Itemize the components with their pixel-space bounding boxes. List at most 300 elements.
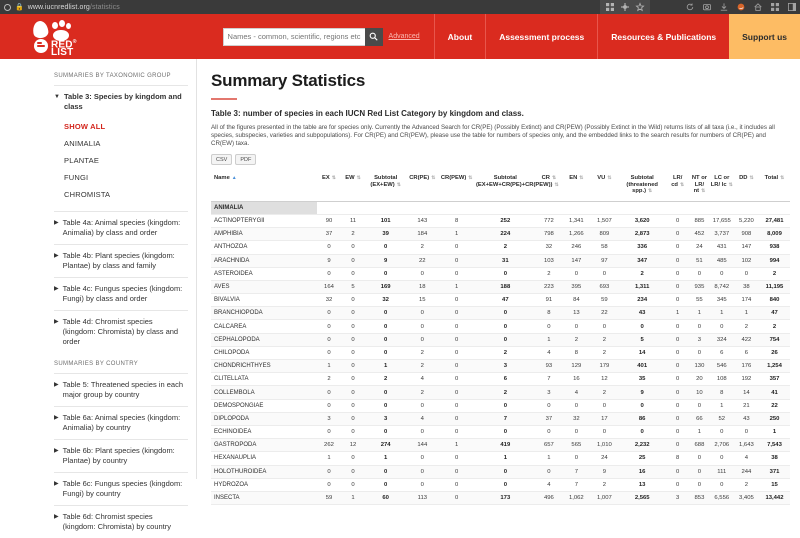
table-cell-value: 84 — [562, 294, 591, 307]
table-cell-value: 224 — [475, 228, 536, 241]
table-cell-value: 0 — [710, 425, 734, 438]
summary-statistics-table — [211, 172, 790, 505]
table-cell-value: 345 — [710, 294, 734, 307]
table-cell-value: 0 — [365, 241, 406, 254]
table-cell-value: 35 — [618, 373, 666, 386]
table-cell-value: 0 — [666, 214, 689, 227]
table-cell-value: 1 — [341, 491, 365, 504]
column-header-subtotal-threatened[interactable] — [618, 172, 666, 201]
column-header-cr-pew[interactable] — [438, 172, 475, 201]
table-row[interactable] — [211, 478, 790, 491]
column-header-nt-lr-nt[interactable] — [689, 172, 710, 201]
table-cell-value: 6,556 — [710, 491, 734, 504]
table-cell-value: 0 — [689, 320, 710, 333]
table-cell-value: 0 — [317, 333, 341, 346]
table-cell-value: 994 — [759, 254, 790, 267]
search-button[interactable] — [365, 28, 383, 46]
sort-icon: ⇅ — [648, 188, 653, 195]
table-cell-value: 27,481 — [759, 214, 790, 227]
sidebar-group-table6c[interactable] — [0, 473, 196, 505]
page-info-circle-icon — [4, 4, 11, 11]
table-cell-value: 0 — [438, 320, 475, 333]
table-row[interactable] — [211, 214, 790, 227]
table-cell-value: 6 — [734, 346, 759, 359]
table-cell-name[interactable]: HYDROZOA — [211, 478, 317, 491]
table-cell-value: 4 — [406, 373, 438, 386]
sidebar-group-table4d-label: Table 4d: Chromist species (kingdom: Chromista) by class and order — [62, 317, 179, 346]
table-row[interactable] — [211, 294, 790, 307]
table-cell-value: 0 — [591, 320, 618, 333]
table-cell-value: 173 — [475, 491, 536, 504]
table-row[interactable] — [211, 386, 790, 399]
table-cell-value: 3 — [365, 412, 406, 425]
grid-icon[interactable] — [771, 3, 779, 11]
table-cell-value: 1 — [438, 439, 475, 452]
table-cell-value: 2,232 — [618, 439, 666, 452]
table-cell-name[interactable]: INSECTA — [211, 491, 317, 504]
table-cell-value: 93 — [536, 360, 562, 373]
table-cell-value: 0 — [689, 399, 710, 412]
table-cell-value: 6 — [475, 373, 536, 386]
sidebar-group-table3[interactable] — [0, 86, 196, 211]
table-cell-name[interactable]: ANTHOZOA — [211, 241, 317, 254]
table-cell-name[interactable]: AVES — [211, 280, 317, 293]
sidebar-group-table6d-title[interactable] — [54, 512, 186, 532]
table-cell-value: 2 — [475, 386, 536, 399]
table-cell-value: 1,341 — [562, 214, 591, 227]
table-cell-value: 0 — [341, 346, 365, 359]
column-header-cr[interactable] — [536, 172, 562, 201]
table-cell-value: 47 — [759, 307, 790, 320]
column-header-ex[interactable] — [317, 172, 341, 201]
table-cell-value: 102 — [734, 254, 759, 267]
extension-icon[interactable] — [621, 3, 629, 11]
table-cell-value: 0 — [365, 320, 406, 333]
sort-icon: ⇅ — [468, 175, 473, 181]
sidebar-item-fungi[interactable]: FUNGI — [64, 173, 89, 182]
table-cell-value: 0 — [562, 452, 591, 465]
screenshot-icon[interactable] — [703, 3, 711, 11]
table-cell-value: 0 — [317, 425, 341, 438]
nav-item-support-us[interactable]: Support us — [729, 14, 800, 59]
table-row[interactable] — [211, 425, 790, 438]
table-cell-value: 6 — [710, 346, 734, 359]
table-note: All of the figures presented in the table are for species only. Currently the Advanced Search for CR(PE) (Possibly Extinct) and CR(PEW) (Possibly Extinct in the Wild) returns lists of all taxa (i.e., it includes all species, subspecies, varieties and subpopulations). For CR(PE) and CR(PEW), please use the table for numbers of species only, and the embedded links to the search results for numbers of CR(PE) and CR(EW) taxa. — [211, 124, 775, 147]
table-cell-value: 0 — [317, 386, 341, 399]
table-cell-value: 2 — [618, 267, 666, 280]
table-cell-value: 31 — [475, 254, 536, 267]
table-cell-name[interactable]: GASTROPODA — [211, 439, 317, 452]
table-cell-value: 3,620 — [618, 214, 666, 227]
site-header — [0, 14, 800, 59]
table-cell-value: 798 — [536, 228, 562, 241]
table-cell-value: 7 — [562, 465, 591, 478]
table-cell-value: 0 — [666, 439, 689, 452]
table-cell-value: 0 — [341, 267, 365, 280]
sidebar-group-table4d-title[interactable] — [54, 317, 186, 347]
table-cell-value: 32 — [317, 294, 341, 307]
logo-trademark: ® — [72, 38, 77, 45]
table-cell-name[interactable]: CALCAREA — [211, 320, 317, 333]
export-csv-button[interactable]: CSV — [211, 154, 232, 165]
table-cell-value: 0 — [591, 267, 618, 280]
table-cell-value: 17 — [591, 412, 618, 425]
table-cell-value: 17,655 — [710, 214, 734, 227]
table-cell-value: 0 — [689, 465, 710, 478]
kingdom-blank-cell — [591, 201, 618, 214]
table-row[interactable] — [211, 373, 790, 386]
table-cell-value: 0 — [475, 307, 536, 320]
table-cell-value: 38 — [734, 280, 759, 293]
table-cell-value: 357 — [759, 373, 790, 386]
table-cell-value: 0 — [618, 320, 666, 333]
table-cell-value: 0 — [406, 399, 438, 412]
table-cell-value: 0 — [666, 294, 689, 307]
table-cell-name[interactable]: CEPHALOPODA — [211, 333, 317, 346]
table-cell-value: 0 — [438, 412, 475, 425]
kingdom-blank-cell — [317, 201, 341, 214]
table-cell-value: 9 — [591, 465, 618, 478]
table-cell-value: 693 — [591, 280, 618, 293]
table-cell-value: 324 — [710, 333, 734, 346]
table-cell-value: 754 — [759, 333, 790, 346]
table-row[interactable] — [211, 307, 790, 320]
column-label: Subtotal (EX+EW+CR(PE)+CR(PEW)) — [475, 175, 553, 188]
table-cell-value: 59 — [317, 491, 341, 504]
table-cell-value: 13,442 — [759, 491, 790, 504]
download-icon[interactable] — [720, 3, 728, 11]
table-row[interactable] — [211, 254, 790, 267]
table-row[interactable] — [211, 412, 790, 425]
chevron-down-icon: ▼ — [54, 94, 60, 100]
sidebar-group-table6b[interactable] — [0, 440, 196, 472]
table-row[interactable] — [211, 439, 790, 452]
column-header-name[interactable] — [211, 172, 317, 201]
sidebar-group-table4a-label: Table 4a: Animal species (kingdom: Animalia) by class and order — [62, 218, 181, 237]
sidebar-group-table6a-title[interactable] — [54, 413, 186, 433]
kingdom-blank-cell — [710, 201, 734, 214]
column-label: CR — [541, 175, 550, 181]
table-cell-value: 0 — [710, 452, 734, 465]
column-header-ew[interactable] — [341, 172, 365, 201]
table-cell-value: 0 — [406, 452, 438, 465]
paw-toe-icon — [52, 22, 58, 29]
browser-toolbar-middle — [600, 0, 650, 14]
table-cell-value: 0 — [689, 267, 710, 280]
column-label: CR(PE) — [409, 175, 430, 181]
search-input[interactable] — [223, 28, 365, 46]
table-cell-name[interactable]: ACTINOPTERYGII — [211, 214, 317, 227]
chevron-right-icon: ▶ — [54, 481, 59, 487]
firefox-icon[interactable] — [737, 3, 745, 11]
table-cell-value: 90 — [317, 214, 341, 227]
sidebar-group-table4c[interactable] — [0, 278, 196, 310]
sidebar-item-show-all[interactable]: SHOW ALL — [64, 122, 106, 131]
table-cell-value: 5,220 — [734, 214, 759, 227]
table-cell-value: 0 — [341, 465, 365, 478]
kingdom-blank-cell — [734, 201, 759, 214]
table-cell-value: 43 — [618, 307, 666, 320]
table-row[interactable] — [211, 399, 790, 412]
iucn-red-list-logo[interactable] — [0, 14, 120, 59]
table-cell-value: 223 — [536, 280, 562, 293]
column-header-vu[interactable] — [591, 172, 618, 201]
table-cell-value: 0 — [406, 320, 438, 333]
table-row[interactable] — [211, 491, 790, 504]
table-cell-value: 97 — [591, 254, 618, 267]
sidebar-group-table6c-title[interactable] — [54, 479, 186, 499]
table-row[interactable] — [211, 228, 790, 241]
table-cell-value: 546 — [710, 360, 734, 373]
table-cell-value: 8 — [666, 452, 689, 465]
bookmark-star-icon[interactable] — [636, 3, 644, 11]
sidebar-group-table3-title[interactable] — [54, 92, 186, 112]
table-cell-value: 9 — [365, 254, 406, 267]
table-row[interactable] — [211, 346, 790, 359]
table-caption: Table 3: number of species in each IUCN Red List Category by kingdom and class. — [211, 109, 524, 118]
table-cell-name[interactable]: ASTEROIDEA — [211, 267, 317, 280]
column-label: Subtotal (EX+EW) — [370, 175, 398, 188]
sort-icon: ⇅ — [356, 175, 361, 181]
table-cell-name[interactable]: DIPLOPODA — [211, 412, 317, 425]
table-cell-value: 2 — [759, 267, 790, 280]
table-cell-value: 7 — [562, 478, 591, 491]
table-cell-value: 0 — [341, 254, 365, 267]
table-cell-value: 111 — [710, 465, 734, 478]
table-cell-value: 0 — [341, 425, 365, 438]
table-cell-value: 22 — [591, 307, 618, 320]
url-bar[interactable] — [4, 4, 120, 11]
table-cell-value: 0 — [438, 373, 475, 386]
column-header-en[interactable] — [562, 172, 591, 201]
sort-icon: ⇅ — [701, 188, 706, 195]
table-cell-value: 244 — [734, 465, 759, 478]
table-cell-value: 129 — [562, 360, 591, 373]
table-cell-value: 0 — [341, 373, 365, 386]
table-cell-value: 0 — [365, 307, 406, 320]
kingdom-blank-cell — [406, 201, 438, 214]
table-cell-value: 2 — [759, 320, 790, 333]
table-cell-name[interactable]: HOLOTHUROIDEA — [211, 465, 317, 478]
table-cell-value: 2 — [591, 386, 618, 399]
browser-chrome-bar — [0, 0, 800, 14]
column-label: DD — [739, 175, 748, 181]
table-cell-value: 0 — [562, 425, 591, 438]
table-cell-value: 0 — [438, 346, 475, 359]
table-cell-value: 0 — [536, 399, 562, 412]
table-cell-value: 24 — [689, 241, 710, 254]
table-cell-value: 0 — [666, 280, 689, 293]
table-cell-name[interactable]: CLITELLATA — [211, 373, 317, 386]
sidebar-group-table4a[interactable] — [0, 212, 196, 244]
sidebar-item-animalia[interactable]: ANIMALIA — [64, 139, 101, 148]
table-cell-value: 565 — [562, 439, 591, 452]
table-cell-value: 0 — [438, 491, 475, 504]
table-cell-name[interactable]: DEMOSPONGIAE — [211, 399, 317, 412]
table-cell-value: 336 — [618, 241, 666, 254]
table-cell-value: 0 — [438, 241, 475, 254]
sidebar-group-table4a-title[interactable] — [54, 218, 186, 238]
table-cell-value: 22 — [406, 254, 438, 267]
table-cell-value: 20 — [689, 373, 710, 386]
chevron-right-icon: ▶ — [54, 415, 59, 421]
sidebar-group-table6a-label: Table 6a: Animal species (kingdom: Animalia) by country — [62, 413, 181, 432]
sidebar-item-plantae[interactable]: PLANTAE — [64, 156, 100, 165]
home-icon[interactable] — [754, 3, 762, 11]
kingdom-blank-cell — [666, 201, 689, 214]
table-cell-value: 0 — [341, 412, 365, 425]
page-body — [0, 59, 800, 531]
sidebar-icon[interactable] — [788, 3, 796, 11]
advanced-search-link[interactable]: Advanced — [388, 33, 420, 40]
table-cell-value: 252 — [475, 214, 536, 227]
sidebar-group-table4c-title[interactable] — [54, 284, 186, 304]
browser-toolbar-right — [686, 0, 796, 14]
column-header-lr-cd[interactable] — [666, 172, 689, 201]
column-label: Name — [214, 175, 230, 181]
sidebar-heading-country: SUMMARIES BY COUNTRY — [54, 361, 139, 367]
table-cell-value: 1,507 — [591, 214, 618, 227]
table-row[interactable] — [211, 320, 790, 333]
table-cell-value: 1 — [317, 452, 341, 465]
column-header-total[interactable] — [759, 172, 790, 201]
table-cell-name[interactable]: BIVALVIA — [211, 294, 317, 307]
table-row[interactable] — [211, 360, 790, 373]
table-cell-value: 179 — [591, 360, 618, 373]
table-cell-name[interactable]: AMPHIBIA — [211, 228, 317, 241]
table-cell-value: 1 — [710, 307, 734, 320]
table-row[interactable] — [211, 452, 790, 465]
table-cell-value: 86 — [618, 412, 666, 425]
sidebar-group-table6a[interactable] — [0, 407, 196, 439]
table-cell-value: 37 — [536, 412, 562, 425]
sidebar-group-table5-title[interactable] — [54, 380, 186, 400]
table-row[interactable] — [211, 333, 790, 346]
table-row[interactable] — [211, 280, 790, 293]
table-cell-value: 885 — [689, 214, 710, 227]
table-cell-value: 0 — [666, 478, 689, 491]
table-cell-value: 0 — [438, 452, 475, 465]
table-cell-value: 2 — [406, 386, 438, 399]
table-cell-value: 32 — [365, 294, 406, 307]
column-header-dd[interactable] — [734, 172, 759, 201]
table-cell-value: 1 — [710, 399, 734, 412]
sidebar-group-table6c-label: Table 6c: Fungus species (kingdom: Fungi) by country — [62, 479, 183, 498]
table-cell-value: 0 — [365, 399, 406, 412]
table-cell-value: 0 — [618, 399, 666, 412]
table-cell-name[interactable]: CHILOPODA — [211, 346, 317, 359]
table-row[interactable] — [211, 241, 790, 254]
logo-line1: RED — [51, 38, 73, 50]
table-cell-value: 0 — [666, 346, 689, 359]
table-cell-value: 1,643 — [734, 439, 759, 452]
table-cell-value: 8,742 — [710, 280, 734, 293]
table-cell-name[interactable]: HEXANAUPLIA — [211, 452, 317, 465]
table-cell-value: 0 — [317, 241, 341, 254]
table-cell-value: 0 — [365, 346, 406, 359]
column-label: Subtotal (threatened spp.) — [626, 175, 658, 195]
table-cell-name[interactable]: CHONDRICHTHYES — [211, 360, 317, 373]
sidebar-item-chromista[interactable]: CHROMISTA — [64, 190, 111, 199]
table-cell-value: 452 — [689, 228, 710, 241]
column-header-lc-lr-lc[interactable] — [710, 172, 734, 201]
table-cell-value: 0 — [341, 478, 365, 491]
export-pdf-button[interactable]: PDF — [235, 154, 256, 165]
page-title: Summary Statistics — [211, 71, 366, 90]
table-cell-value: 1,311 — [618, 280, 666, 293]
reload-icon[interactable] — [686, 3, 694, 11]
table-cell-value: 234 — [618, 294, 666, 307]
table-cell-value: 0 — [317, 307, 341, 320]
table-cell-value: 0 — [317, 478, 341, 491]
table-cell-value: 2 — [365, 373, 406, 386]
table-cell-name[interactable]: BRANCHIOPODA — [211, 307, 317, 320]
nav-item-assessment-process[interactable]: Assessment process — [485, 14, 597, 59]
table-cell-value: 0 — [317, 267, 341, 280]
table-cell-value: 431 — [710, 241, 734, 254]
nav-item-about[interactable]: About — [434, 14, 486, 59]
table-cell-value: 0 — [438, 465, 475, 478]
table-cell-value: 0 — [365, 386, 406, 399]
column-label: LC or LR/ lc — [710, 175, 730, 188]
table-cell-value: 0 — [475, 333, 536, 346]
kingdom-blank-cell — [341, 201, 365, 214]
table-cell-value: 0 — [666, 267, 689, 280]
column-header-cr-pe[interactable] — [406, 172, 438, 201]
search-box — [223, 28, 383, 46]
column-label: EN — [569, 175, 578, 181]
sidebar-group-table4d[interactable] — [0, 311, 196, 353]
table-cell-value: 2 — [406, 241, 438, 254]
nav-item-resources-publications[interactable]: Resources & Publications — [597, 14, 729, 59]
sidebar-group-table4b-title[interactable] — [54, 251, 186, 271]
table-cell-value: 0 — [341, 386, 365, 399]
main-content — [197, 59, 800, 501]
kingdom-label: ANIMALIA — [211, 201, 317, 214]
sidebar-group-table3-label: Table 3: Species by kingdom and class — [63, 92, 182, 111]
table-cell-value: 0 — [406, 465, 438, 478]
table-cell-value: 1 — [689, 307, 710, 320]
table-cell-value: 422 — [734, 333, 759, 346]
table-cell-name[interactable]: ECHINOIDEA — [211, 425, 317, 438]
sidebar-group-table6d[interactable] — [0, 506, 196, 538]
sidebar-group-table4b[interactable] — [0, 245, 196, 277]
table-cell-value: 144 — [406, 439, 438, 452]
table-cell-name[interactable]: COLLEMBOLA — [211, 386, 317, 399]
column-header-subtotal-ex-ew[interactable] — [365, 172, 406, 201]
table-cell-value: 8 — [710, 386, 734, 399]
table-cell-value: 262 — [317, 439, 341, 452]
table-cell-value: 2 — [536, 267, 562, 280]
table-cell-value: 0 — [710, 320, 734, 333]
table-row[interactable] — [211, 267, 790, 280]
table-row[interactable] — [211, 465, 790, 478]
sort-icon: ⇅ — [780, 175, 785, 181]
tab-grid-icon[interactable] — [606, 3, 614, 11]
column-label: EW — [345, 175, 355, 181]
table-cell-value: 274 — [365, 439, 406, 452]
sidebar-table3-links — [54, 112, 186, 205]
url-text: www.iucnredlist.org/statistics — [27, 3, 120, 11]
sidebar-group-table6b-title[interactable] — [54, 446, 186, 466]
table-cell-value: 1 — [536, 333, 562, 346]
table-cell-value: 1,266 — [562, 228, 591, 241]
column-header-subtotal-extinct[interactable] — [475, 172, 559, 201]
table-cell-value: 38 — [759, 452, 790, 465]
table-cell-name[interactable]: ARACHNIDA — [211, 254, 317, 267]
sidebar-group-table5[interactable] — [0, 374, 196, 406]
table-cell-value: 0 — [365, 425, 406, 438]
